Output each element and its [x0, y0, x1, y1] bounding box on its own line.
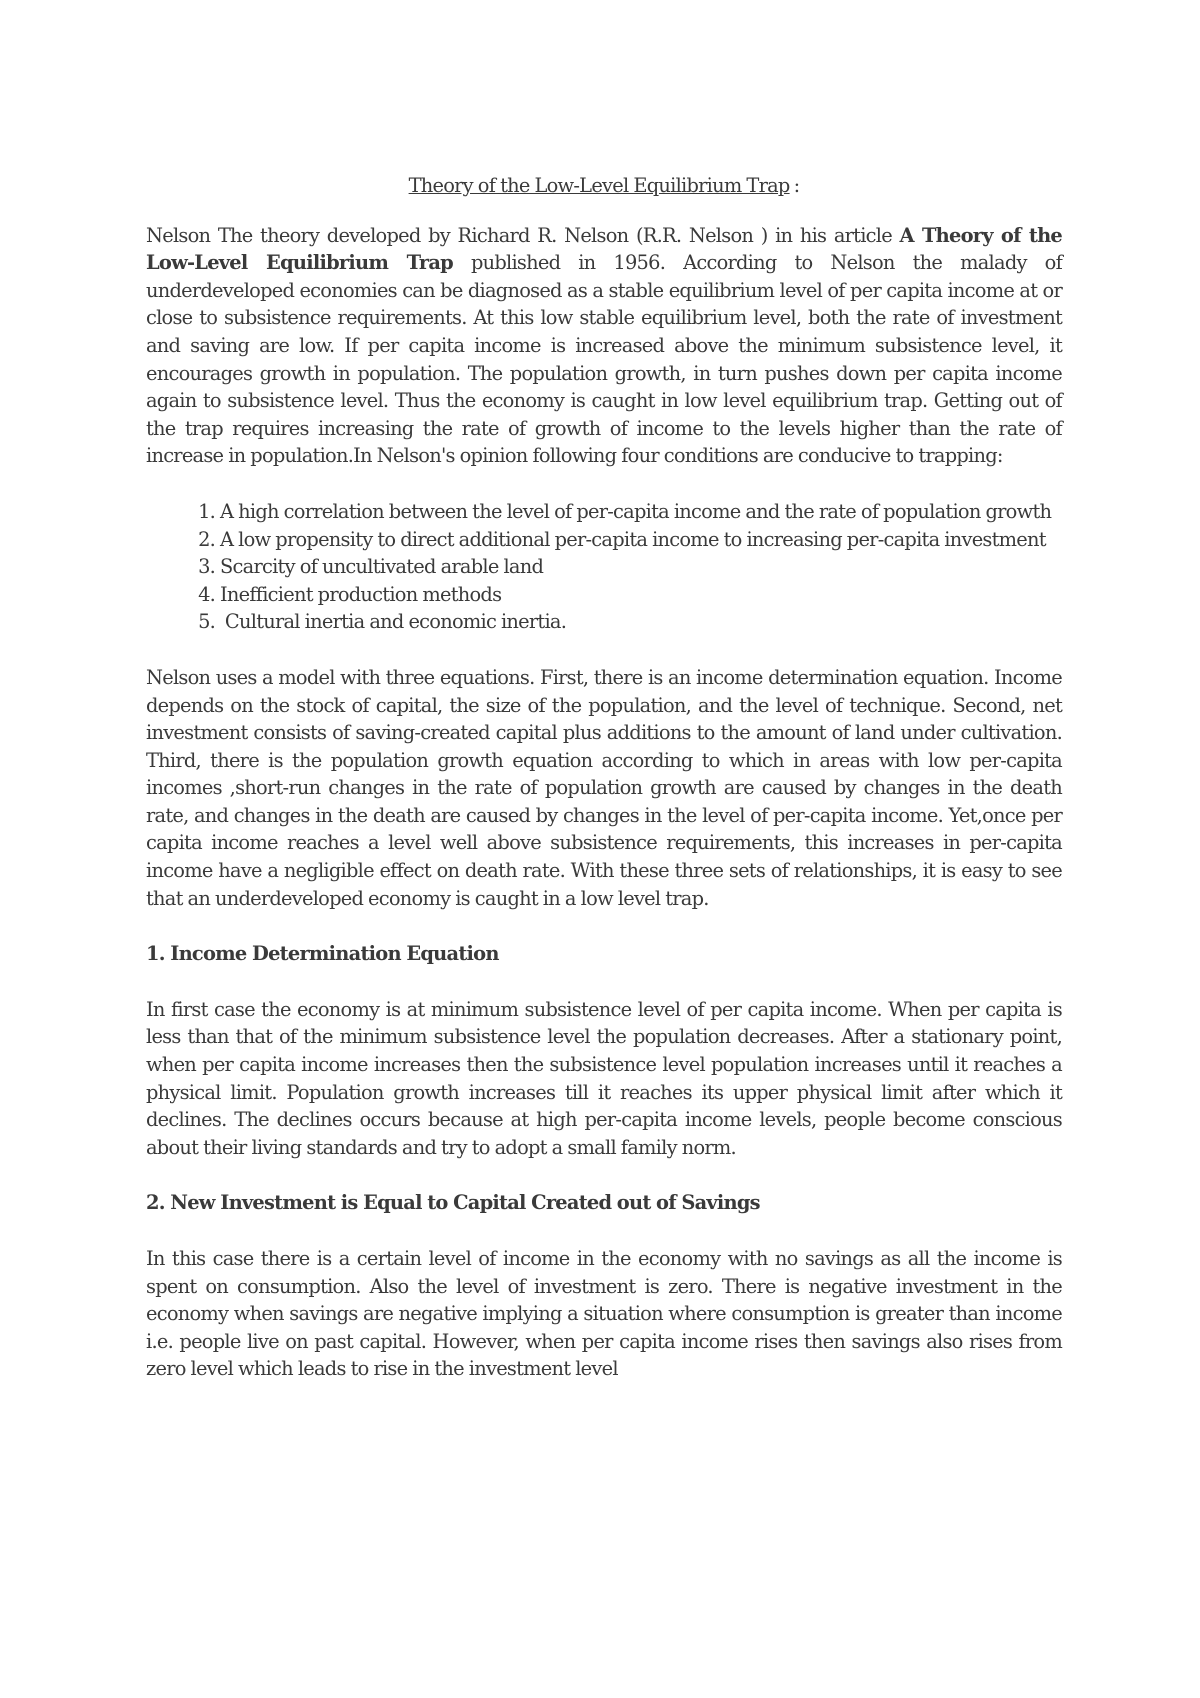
model-paragraph: Nelson uses a model with three equations. First, there is an income determination equation. Income depends on the stock of capital, the size of the population, and the level of technique. Second, net investment consists of saving-created capital plus additions to the amount of land under cultivation. Third, there is the population growth equation according to which in areas with low per-capita incomes ,short-run changes in the rate of population growth are caused by changes in the death rate, and changes in the death are caused by changes in the level of per-capita income. Yet,once per capita income reaches a level well above subsistence requirements, this increases in per-capita income have a negligible effect on death rate. With these three sets of relationships, it is easy to see that an underdeveloped economy is caught in a low level trap.: [146, 665, 1062, 910]
section-text-investment: In this case there is a certain level of income in the economy with no savings as all the income is spent on consumption. Also the level of investment is zero. There is negative investment in the economy when savings are negative implying a situation where consumption is greater than income i.e. people live on past capital. However, when per capita income rises then savings also rises from zero level which leads to rise in the investment level: [146, 1247, 1062, 1381]
section-text-income: In first case the economy is at minimum subsistence level of per capita income. When per capita is less than that of the minimum subsistence level the population decreases. After a stationary point, when per capita income increases then the subsistence level population increases until it reaches a physical limit. Population growth increases till it reaches its upper physical limit after which it declines. The declines occurs because at high per-capita income levels, people become conscious about their living standards and try to adopt a small family norm.: [146, 997, 1062, 1159]
document-title: Theory of the Low-Level Equilibrium Trap: [408, 174, 790, 197]
section-heading-investment: 2. New Investment is Equal to Capital Created out of Savings: [146, 1191, 760, 1215]
list-item: 3. Scarcity of uncultivated arable land: [220, 553, 1062, 581]
list-item: 4. Inefficient production methods: [220, 581, 1062, 609]
conditions-list: [146, 498, 1062, 636]
intro-paragraph: [146, 222, 1062, 470]
list-item: 5. Cultural inertia and economic inertia.: [220, 608, 1062, 636]
title-suffix: :: [793, 174, 800, 197]
document-page: [146, 172, 1062, 1383]
intro-text-part1: Nelson The theory developed by Richard R. Nelson (R.R. Nelson ) in his article: [146, 223, 900, 247]
section-heading-income: 1. Income Determination Equation: [146, 942, 499, 966]
article-title: A Theory of the Low-Level Equilibrium Trap: [146, 223, 1062, 275]
list-item: 1. A high correlation between the level of per-capita income and the rate of population growth: [220, 498, 1062, 526]
list-item: 2. A low propensity to direct additional per-capita income to increasing per-capita investment: [220, 526, 1062, 554]
intro-text-part2: published in 1956. According to Nelson the malady of underdeveloped economies can be diagnosed as a stable equilibrium level of per capita income at or close to subsistence requirements. At this low stable equilibrium level, both the rate of investment and saving are low. If per capita income is increased above the minimum subsistence level, it encourages growth in population. The population growth, in turn pushes down per capita income again to subsistence level. Thus the economy is caught in low level equilibrium trap. Getting out of the trap requires increasing the rate of growth of income to the levels higher than the rate of increase in population.In Nelson's opinion following four conditions are conducive to trapping:: [146, 251, 1062, 468]
title-line: [146, 172, 1062, 200]
